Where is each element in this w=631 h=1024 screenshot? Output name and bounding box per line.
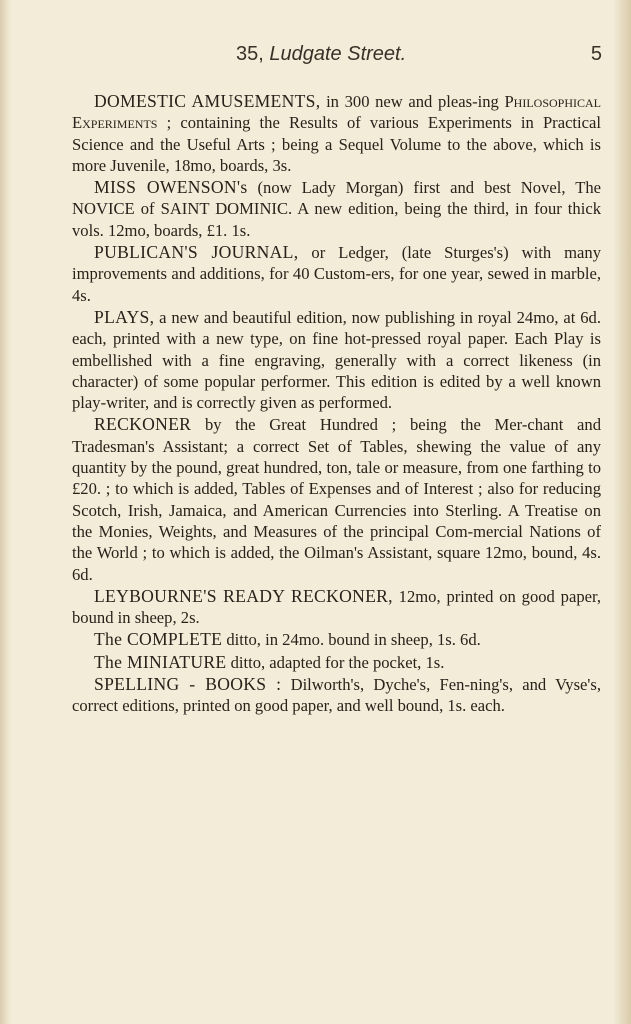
entry-text: ditto, in 24mo. bound in sheep, 1s. 6d. xyxy=(222,630,481,650)
header-address xyxy=(236,43,406,66)
entry-spelling-books xyxy=(72,674,601,717)
entry-title: The COMPLETE xyxy=(94,629,223,650)
entry-smallcaps-text: Philosophical Experiments xyxy=(72,92,602,133)
entry-text: 12mo, printed on good paper, bound in sheep, 2s. xyxy=(72,586,601,628)
entry-plays xyxy=(72,307,601,413)
entry-text: Dilworth's, Dyche's, Fen-ning's, and Vyse's, correct editions, printed on good paper, and well bound, 1s. each. xyxy=(72,675,601,716)
entry-title: PLAYS, xyxy=(94,306,155,327)
entry-miss-owenson xyxy=(72,177,601,241)
running-header xyxy=(96,43,602,73)
header-street: Ludgate Street. xyxy=(269,43,407,65)
entry-miniature-ditto xyxy=(72,652,601,673)
entry-text: in 300 new and pleas-ing xyxy=(320,92,505,111)
entry-text: or Ledger, (late Sturges's) with many improvements and additions, for 40 Custom-ers, for one year, sewed in marble, 4s. xyxy=(72,243,601,305)
entry-text: (now Lady Morgan) first and best Novel, The NOVICE of SAINT DOMINIC. A new edition, being the third, in four thick vols. 12mo, boards, £1. 1s. xyxy=(72,178,602,240)
header-number: 35, xyxy=(236,43,264,65)
entry-text: ditto, adapted for the pocket, 1s. xyxy=(226,652,445,672)
entry-title: DOMESTIC AMUSEMENTS, xyxy=(94,91,321,111)
catalogue-listing xyxy=(72,91,601,718)
entry-reckoner xyxy=(72,414,601,584)
page-edge-left xyxy=(0,0,12,1024)
entry-title: SPELLING - BOOKS : xyxy=(94,674,282,695)
page-edge-right xyxy=(613,0,631,1024)
entry-publicans-journal xyxy=(72,242,601,306)
entry-title: PUBLICAN'S JOURNAL, xyxy=(94,242,299,263)
entry-complete-ditto xyxy=(72,629,601,650)
entry-text: by the Great Hundred ; being the Mer-chant and Tradesman's Assistant; a correct Set of Tables, shewing the value of any quantity by the pound, great hundred, ton, tale or measure, from one farthing to £20. ; to which is added, Tables of Expenses and of Interest ; also for reducing Scotch, Irish, Jamaica, and American Currencies into Sterling. A Treatise on the Monies, Weights, and Measures of the principal Com-mercial Nations of the World ; to which is added, the Oilman's Assistant, square 12mo, bound, 4s. 6d. xyxy=(72,415,601,584)
entry-text: a new and beautiful edition, now publishing in royal 24mo, at 6d. each, printed with a new type, on fine hot-pressed royal paper. Each Play is embellished with a fine engraving, generally with a correct likeness (in character) of some popular performer. This edition is edited by a well known play-writer, and is correctly given as performed. xyxy=(72,307,601,413)
page-number: 5 xyxy=(590,43,602,65)
entry-title: MISS OWENSON's xyxy=(94,177,248,198)
entry-title: RECKONER xyxy=(94,414,192,435)
entry-text: ; containing the Results of various Experiments in Practical Science and the Useful Arts ; being a Sequel Volume to the above, which is more Juvenile, 18mo, boards, 3s. xyxy=(72,113,601,175)
entry-domestic-amusements xyxy=(72,91,601,176)
entry-title: The MINIATURE xyxy=(94,651,227,672)
entry-leybournes-ready-reckoner xyxy=(72,586,601,629)
entry-title: LEYBOURNE'S READY RECKONER, xyxy=(94,585,393,606)
